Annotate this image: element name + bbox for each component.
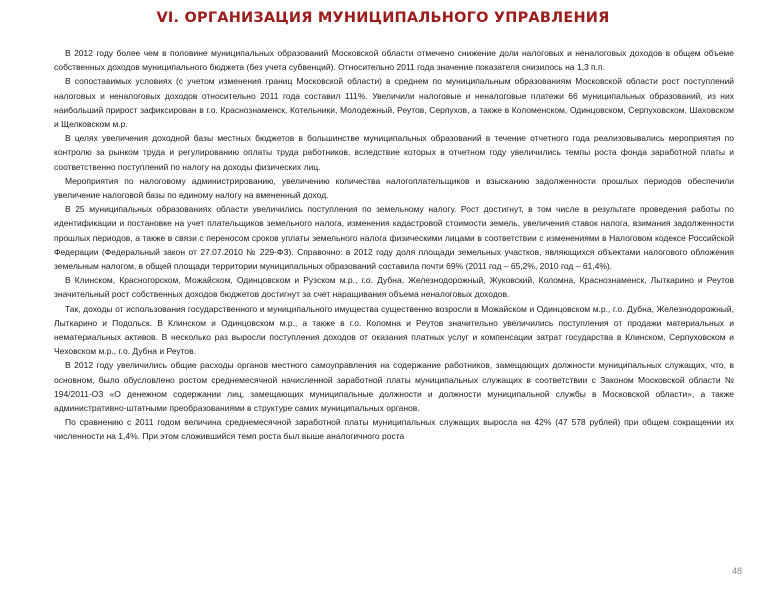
paragraph-8: В 2012 году увеличились общие расходы органов местного самоуправления на содержание работников, замещающих должности муниципальных служащих, что, в основном, было обусловлено ростом среднемесячной начисленной заработной платы муниципальных служащих в соответствии с Законом Московской области № 194/2011-ОЗ «О денежном содержании лиц, замещающих муниципальные должности и должности муниципальной службы в Московской области», а также административно-штатными преобразованиями в структуре самих муниципальных органов.	[54, 360, 734, 414]
paragraph-7: Так, доходы от использования государственного и муниципального имущества существенно возросли в Можайском и Одинцовском м.р., г.о. Дубна, Железнодорожный, Лыткарино и Подольск. В Клинском и Одинцовском м.р., а также в г.о. Коломна и Реутов значительно увеличились поступления от продажи материальных и нематериальных активов. В несколько раз выросли поступления доходов от оказания платных услуг и компенсации затрат государства в Клинском, Серпуховском и Чеховском м.р., г.о. Дубна и Реутов.	[54, 303, 734, 357]
document-body	[54, 46, 734, 444]
paragraph-2: В сопоставимых условиях (с учетом изменения границ Московской области) в среднем по муниципальным образованиям Московской области рост поступлений налоговых и неналоговых доходов относительно 2011 года составил 111%. Увеличили налоговые и неналоговые платежи 66 муниципальных образований, из них наибольший прирост зафиксирован в г.о. Краснознаменск, Котельники, Молодежный, Реутов, Серпухов, а также в Коломенском, Одинцовском, Серпуховском, Шаховском и Щелковском м.р.	[54, 76, 734, 130]
paragraph-5: В 25 муниципальных образованиях области увеличились поступления по земельному налогу. Рост достигнут, в том числе в результате проведения работы по идентификации и постановке на учет плательщиков земельного налога, изменения кадастровой стоимости земель, увеличения ставок налога, взимания задолженности прошлых периодов, а также в связи с переносом сроков уплаты земельного налога физическими лицами в соответствии с изменениями в Налоговом кодексе Российской Федерации (Федеральный закон от 27.07.2010 № 229-ФЗ). Справочно: в 2012 году доля площади земельных участков, являющихся объектами налогового обложения земельным налогом, в общей площади территории муниципальных образований составила почти 69% (2011 год – 65,2%, 2010 год – 61,4%).	[54, 204, 734, 272]
paragraph-9: По сравнению с 2011 годом величина среднемесячной заработной платы муниципальных служащих выросла на 42% (47 578 рублей) при общем сокращении их численности на 1,4%. При этом сложившийся темп роста был выше аналогичного роста	[54, 417, 734, 442]
paragraph-6: В Клинском, Красногорском, Можайском, Одинцовском и Рузском м.р., г.о. Дубна, Железнодорожный, Жуковский, Коломна, Краснознаменск, Лыткарино и Реутов значительный рост собственных доходов бюджетов достигнут за счет наращивания объема неналоговых доходов.	[54, 275, 734, 300]
paragraph-1: В 2012 году более чем в половине муниципальных образований Московской области отмечено снижение доли налоговых и неналоговых доходов в общем объеме собственных доходов муниципального бюджета (без учета субвенций). Относительно 2011 года значение показателя снизилось на 1,3 п.п.	[54, 48, 734, 73]
page-number: 48	[731, 566, 742, 576]
paragraph-4: Мероприятия по налоговому администрированию, увеличению количества налогоплательщиков и взысканию задолженности прошлых периодов обеспечили увеличение налоговой базы по единому налогу на вмененный доход.	[54, 175, 734, 201]
paragraph-3: В целях увеличения доходной базы местных бюджетов в большинстве муниципальных образований в течение отчетного года реализовывались мероприятия по контролю за рынком труда и регулированию оплаты труда работников, вследствие которых в отчетном году увеличились темпы роста фонда заработной платы и соответственно поступлений по налогу на доходы физических лиц.	[54, 133, 734, 172]
page-title: VI. ОРГАНИЗАЦИЯ МУНИЦИПАЛЬНОГО УПРАВЛЕНИЯ	[156, 10, 610, 26]
